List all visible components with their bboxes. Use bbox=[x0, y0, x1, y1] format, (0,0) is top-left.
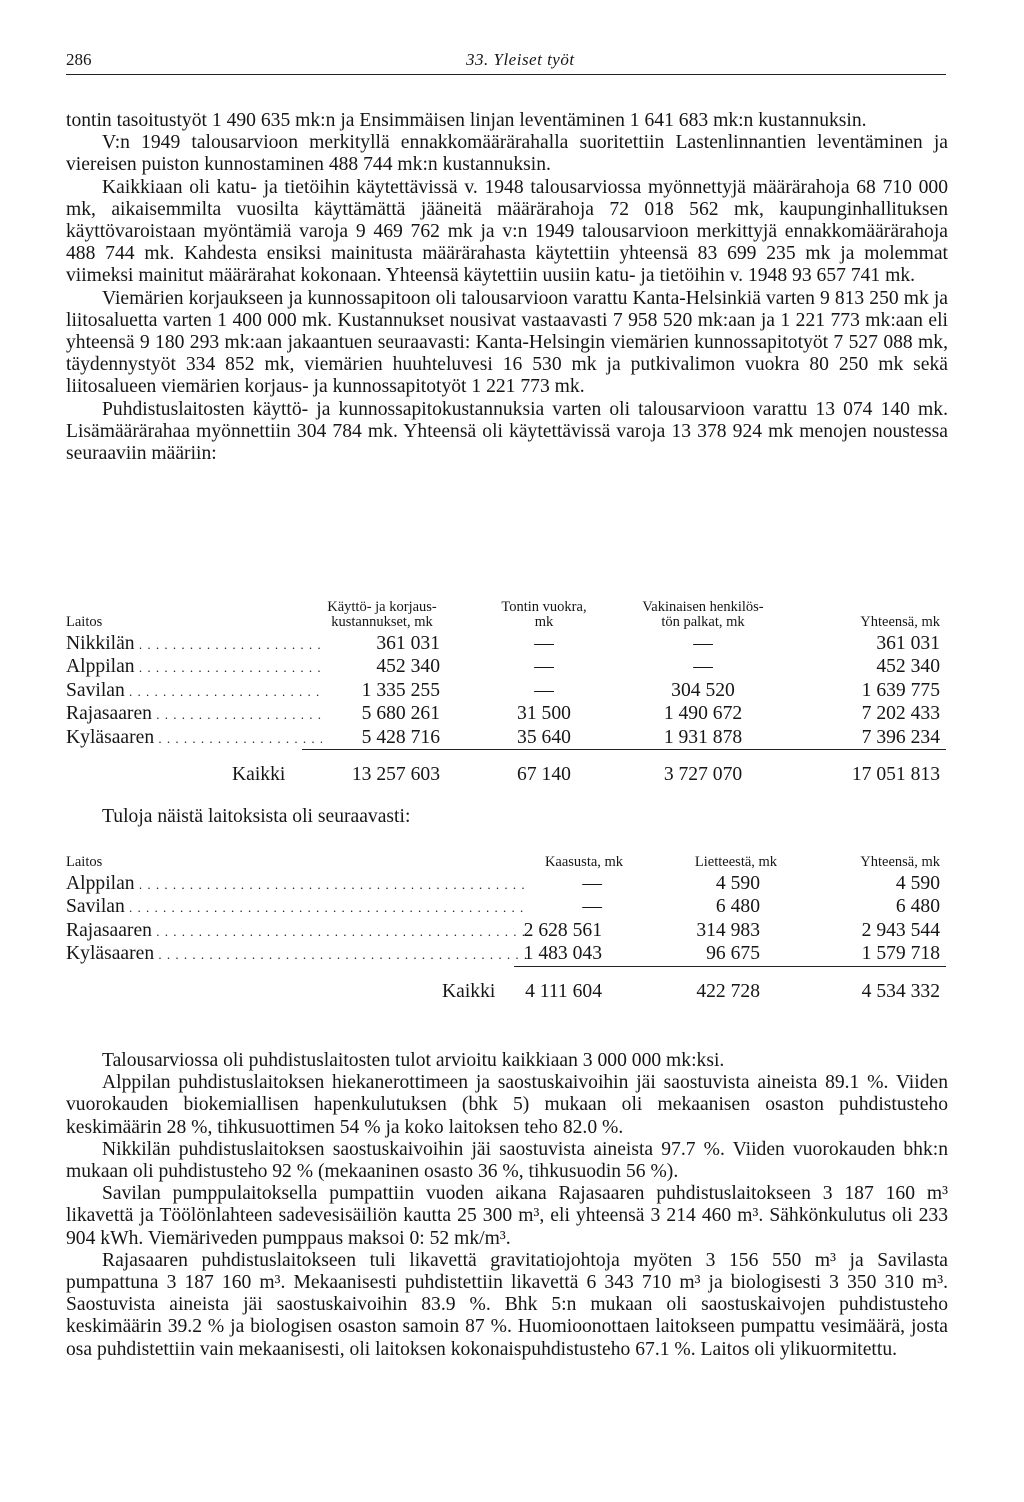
table-total-row bbox=[66, 980, 946, 1003]
cell-operating-costs: 5 680 261 bbox=[361, 703, 440, 725]
col-header-land-rent: Tontin vuokra, mk bbox=[501, 599, 587, 630]
cell-operating-costs: 361 031 bbox=[376, 633, 440, 654]
paragraph: Puhdistuslaitosten käyttö- ja kunnossapitokustannuksia varten oli talousarvioon varattu 13 074 140 mk. Lisämäärärahaa myönnettiin 304 784 mk. Yhteensä oli käytettävissä varoja 13 378 924 mk menojen noustessa seuraaviin määriin: bbox=[66, 398, 948, 465]
row-name: Nikkilän . . . bbox=[66, 632, 322, 656]
paragraph: Viemärien korjaukseen ja kunnossapitoon oli talousarvioon varattu Kanta-Helsinkiä varten 9 813 250 mk ja liitosaluetta varten 1 400 000 mk. Kustannukset nousivat vastaavasti 7 958 520 mk:aan ja 1 221 773 mk:aan eli yhteensä 9 180 293 mk:aan jakaantuen seuraavasti: Kanta-Helsingin viemärien kunnossapitotyöt 7 527 088 mk, täydennystyöt 334 852 mk, viemärien huuhteluvesi 16 530 mk ja putkivalimon vuokra 80 250 mk sekä liitosalueen viemärien korjaus- ja kunnossapitotyöt 1 221 773 mk. bbox=[66, 287, 948, 398]
page-header bbox=[66, 48, 946, 75]
cell-land-rent: 31 500 bbox=[517, 703, 571, 725]
total-label: Kaikki bbox=[442, 980, 496, 1002]
total-sludge: 422 728 bbox=[696, 980, 760, 1002]
total-sum: 4 534 332 bbox=[861, 980, 940, 1002]
cell-total: 361 031 bbox=[876, 633, 940, 654]
cell-total: 2 943 544 bbox=[861, 919, 940, 941]
table-row bbox=[66, 919, 946, 942]
total-rule bbox=[514, 966, 946, 968]
row-name: Rajasaaren . . . bbox=[66, 919, 526, 943]
cell-total: 1 579 718 bbox=[861, 943, 940, 965]
cell-operating-costs: 452 340 bbox=[376, 656, 440, 678]
row-name: Rajasaaren . . . bbox=[66, 702, 322, 726]
paragraph: Kaikkiaan oli katu- ja tietöihin käytettävissä v. 1948 talousarviossa myönnettyjä määrärahoja 68 710 000 mk, aikaisemmilta vuosilta käyttämättä jääneitä määrärahoja 72 018 562 mk, kaupunginhallituksen käyttövaroistaan myöntämiä varoja 9 469 762 mk ja v:n 1949 talousarvioon merkittyjä ennakkomäärärahoja 488 744 mk. Kahdesta ensiksi mainitusta määrärahasta käytettiin yhteensä 83 699 235 mk ja molemmat viimeksi mainitut määrärahat kokonaan. Yhteensä käytettiin uusiin katu- ja tietöihin v. 1948 93 657 741 mk. bbox=[66, 176, 948, 287]
row-name: Savilan . . . bbox=[66, 679, 322, 703]
col-header-sludge: Lietteestä, mk bbox=[694, 854, 778, 870]
cell-land-rent: — bbox=[534, 633, 554, 654]
cell-operating-costs: 1 335 255 bbox=[361, 679, 440, 701]
cell-sludge: 6 480 bbox=[715, 896, 760, 918]
total-gas: 4 111 604 bbox=[525, 980, 602, 1002]
lower-text bbox=[66, 1050, 948, 1361]
total-land-rent: 67 140 bbox=[517, 763, 571, 785]
table-row bbox=[66, 942, 946, 965]
cell-sludge: 4 590 bbox=[715, 873, 760, 894]
table-row bbox=[66, 679, 946, 702]
col-header-gas: Kaasusta, mk bbox=[544, 854, 624, 870]
col-header-total: Yhteensä, mk bbox=[860, 614, 940, 630]
col-header-laitos: Laitos bbox=[66, 614, 103, 630]
row-name: Kyläsaaren . . . bbox=[66, 726, 322, 750]
paragraph: Savilan pumppulaitoksella pumpattiin vuoden aikana Rajasaaren puhdistuslaitokseen 3 187 160 m³ likavettä ja Töölönlahteen sadevesisäiliön kautta 25 300 m³, eli yhteensä 3 214 460 m³. Sähkönkulutus oli 233 904 kWh. Viemäriveden pumppaus maksoi 0: 52 mk/m³. bbox=[66, 1183, 948, 1249]
cell-total: 1 639 775 bbox=[861, 679, 940, 701]
page-number: 286 bbox=[66, 50, 92, 69]
cell-gas: 1 483 043 bbox=[523, 943, 602, 965]
total-operating-costs: 13 257 603 bbox=[351, 763, 440, 785]
cell-salaries: 1 490 672 bbox=[663, 703, 743, 725]
paragraph: Rajasaaren puhdistuslaitokseen tuli likavettä gravitatiojohtoja myöten 3 156 550 m³ ja Savilasta pumpattuna 3 187 160 m³. Mekaanisesti puhdistettiin likavettä 6 343 710 m³ ja biologisesti 3 350 310 m³. Saostuvista aineista jäi saostuskaivoihin 83.9 %. Bhk 5:n mukaan oli saostuskaivojen puhdistusteho keskimäärin 39.2 % ja biologisen osaston samoin 87 %. Huomioonottaen laitokseen pumpattu vesimäärä, josta osa puhdistettiin vain mekaanisesti, oli laitoksen kokonaispuhdistusteho 67.1 %. Laitos oli ylikuormitettu. bbox=[66, 1249, 948, 1360]
cell-sludge: 96 675 bbox=[706, 943, 760, 965]
expenses-table bbox=[66, 594, 946, 786]
cell-total: 7 202 433 bbox=[861, 703, 940, 725]
col-header-operating-costs: Käyttö- ja korjaus- kustannukset, mk bbox=[327, 599, 437, 630]
table-row bbox=[66, 895, 946, 918]
cell-salaries: — bbox=[693, 656, 713, 678]
cell-gas: — bbox=[582, 873, 602, 894]
running-title: 33. Yleiset työt bbox=[466, 50, 575, 69]
paragraph: Talousarviossa oli puhdistuslaitosten tulot arvioitu kaikkiaan 3 000 000 mk:ksi. bbox=[102, 1050, 725, 1071]
cell-total: 4 590 bbox=[895, 873, 940, 894]
cell-operating-costs: 5 428 716 bbox=[361, 726, 440, 748]
cell-total: 6 480 bbox=[895, 896, 940, 918]
table-row bbox=[66, 632, 946, 655]
col-header-laitos: Laitos bbox=[66, 854, 103, 870]
cell-land-rent: — bbox=[534, 679, 554, 701]
total-label: Kaikki bbox=[232, 763, 286, 785]
table-total-row bbox=[66, 763, 946, 786]
row-name: Alppilan . . . bbox=[66, 872, 526, 896]
cell-salaries: 1 931 878 bbox=[663, 726, 743, 748]
cell-salaries: 304 520 bbox=[671, 679, 735, 701]
row-name: Savilan . . . bbox=[66, 895, 526, 919]
paragraph: Alppilan puhdistuslaitoksen hiekanerottimeen ja saostuskaivoihin jäi saostuvista aineista 89.1 %. Viiden vuorokauden biokemiallisen hapenkulutuksen (bhk 5) mukaan oli mekaanisen osaston puhdistusteho keskimäärin 28 %, tihkusuottimen 54 % ja koko laitoksen teho 82.0 %. bbox=[66, 1072, 948, 1138]
cell-salaries: — bbox=[693, 633, 713, 654]
table-row bbox=[66, 655, 946, 678]
total-salaries: 3 727 070 bbox=[663, 763, 743, 785]
intro-text bbox=[66, 110, 948, 465]
cell-sludge: 314 983 bbox=[696, 919, 760, 941]
paragraph: Nikkilän puhdistuslaitoksen saostuskaivoihin jäi saostuvista aineista 97.7 %. Viiden vuorokauden bhk:n mukaan oli puhdistusteho 92 % (mekaaninen osasto 36 %, tihkusuodin 56 %). bbox=[66, 1138, 948, 1183]
income-table bbox=[66, 850, 946, 1003]
cell-gas: — bbox=[582, 896, 602, 918]
cell-land-rent: 35 640 bbox=[517, 726, 571, 748]
row-name: Alppilan . . . bbox=[66, 655, 322, 679]
table-header bbox=[66, 594, 946, 632]
table-row bbox=[66, 872, 946, 895]
paragraph: V:n 1949 talousarvioon merkityllä ennakkomäärärahalla suoritettiin Lastenlinnantien leventäminen ja viereisen puiston kunnostaminen 488 744 mk:n kustannuksin. bbox=[66, 132, 948, 176]
table-header bbox=[66, 850, 946, 872]
cell-land-rent: — bbox=[534, 656, 554, 678]
cell-total: 452 340 bbox=[876, 656, 940, 678]
total-rule bbox=[302, 749, 946, 751]
table2-caption: Tuloja näistä laitoksista oli seuraavasti: bbox=[102, 806, 411, 827]
row-name: Kyläsaaren . . . bbox=[66, 942, 526, 966]
table-row bbox=[66, 726, 946, 749]
cell-gas: 2 628 561 bbox=[523, 919, 602, 941]
table-row bbox=[66, 702, 946, 725]
total-sum: 17 051 813 bbox=[851, 763, 940, 785]
col-header-total: Yhteensä, mk bbox=[860, 854, 940, 870]
col-header-salaries: Vakinaisen henkilös- tön palkat, mk bbox=[642, 599, 764, 630]
cell-total: 7 396 234 bbox=[861, 726, 940, 748]
paragraph: tontin tasoitustyöt 1 490 635 mk:n ja Ensimmäisen linjan leventäminen 1 641 683 mk:n kustannuksin. bbox=[66, 110, 867, 131]
